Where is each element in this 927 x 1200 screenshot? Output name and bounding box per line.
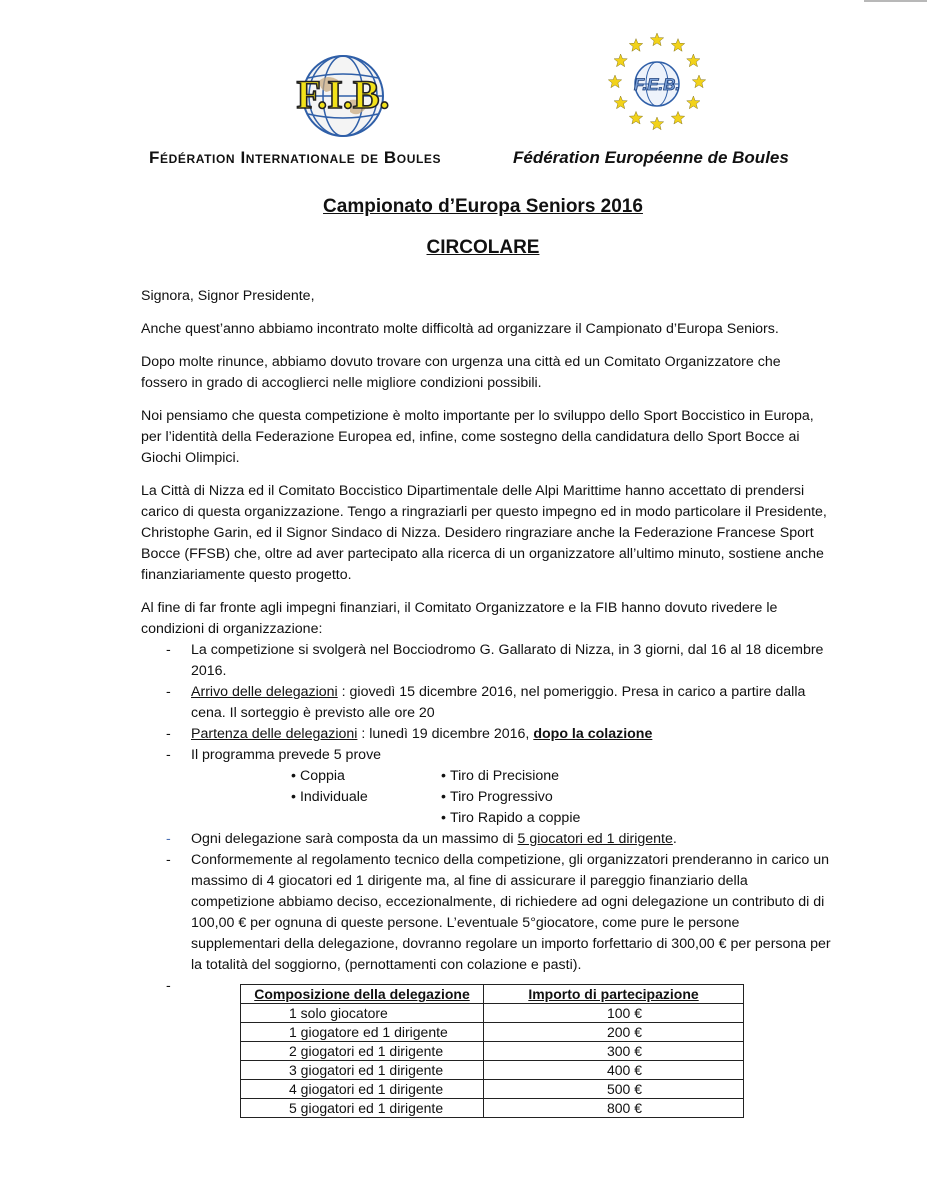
list-item-text: Il programma prevede 5 prove: [191, 747, 382, 763]
star-icon: [629, 39, 642, 52]
table-cell: 100 €: [484, 1004, 744, 1023]
table-cell: 500 €: [484, 1080, 744, 1099]
list-item: [141, 682, 831, 724]
feb-logo: [604, 30, 710, 134]
paragraph: Noi pensiamo che questa competizione è molto importante per lo sviluppo dello Sport Boccistico in Europa, per l’identità della Federazione Europea ed, infine, come sostegno della candidatura dello Sport Bocce ai Giochi Olimpici.: [141, 408, 814, 466]
star-icon: [671, 111, 684, 124]
event-item: • Tiro Rapido a coppie: [441, 808, 611, 829]
star-icon: [692, 75, 705, 88]
list-item: [141, 724, 831, 745]
dash-marker: -: [166, 852, 171, 868]
dash-marker: -: [166, 831, 171, 847]
star-icon: [687, 54, 700, 67]
list-item: [141, 829, 831, 850]
table-cell: 400 €: [484, 1061, 744, 1080]
event-item: • Individuale: [291, 787, 441, 808]
list-item-text: : lunedì 19 dicembre 2016,: [357, 726, 534, 742]
page-corner-line: [864, 0, 927, 2]
list-item-end: .: [672, 831, 677, 847]
table-cell: 2 giogatori ed 1 dirigente: [241, 1042, 484, 1061]
list-item-emphasis: dopo la colazione: [533, 726, 653, 742]
event-item: • Coppia: [291, 766, 441, 787]
dash-marker: -: [166, 642, 171, 658]
paragraph: Al fine di far fronte agli impegni finanziari, il Comitato Organizzatore e la FIB hanno dovuto rivedere le condizioni di organizzazione:: [141, 600, 778, 637]
table-cell: 1 giogatore ed 1 dirigente: [241, 1023, 484, 1042]
feb-federation-name: Fédération Européenne de Boules: [513, 148, 789, 167]
star-icon: [671, 39, 684, 52]
event-item: • Tiro Progressivo: [441, 787, 611, 808]
conditions-list-continued: [141, 829, 831, 997]
fib-logo: [258, 50, 428, 138]
table-cell: 4 giogatori ed 1 dirigente: [241, 1080, 484, 1099]
dash-marker: -: [166, 747, 171, 763]
table-row: [241, 1080, 744, 1099]
events-list: [291, 766, 831, 829]
dash-marker: -: [166, 684, 171, 700]
star-icon: [650, 33, 663, 46]
star-icon: [614, 54, 627, 67]
paragraph: Dopo molte rinunce, abbiamo dovuto trovare con urgenza una città ed un Comitato Organizzatore che fossero in grado di accoglierci nelle migliore condizioni possibili.: [141, 354, 781, 391]
list-item-text: : giovedì 15 dicembre 2016, nel pomeriggio. Presa in carico a partire dalla cena. Il sorteggio è previsto alle ore 20: [191, 684, 806, 721]
table-header-row: [241, 985, 744, 1004]
fee-table: [240, 984, 744, 1118]
list-item: [141, 640, 831, 682]
paragraph: La Città di Nizza ed il Comitato Boccistico Dipartimentale delle Alpi Marittime hanno accettato di prendersi carico di questa organizzazione. Tengo a ringraziarli per questo impegno ed in modo particolare il Presidente, Christophe Garin, ed il Signor Sindaco di Nizza. Desidero ringraziare anche la Federazione Francese Sport Bocce (FFSB) che, oltre ad aver partecipato alla ricerca di un organizzatore all’ultimo minuto, sostiene anche finanziariamente questo progetto.: [141, 483, 827, 583]
event-item: • Tiro di Precisione: [441, 766, 611, 787]
list-item-label: Partenza delle delegazioni: [191, 726, 358, 742]
table-row: [241, 1061, 744, 1080]
star-icon: [608, 75, 621, 88]
feb-logo-text: F.E.B.: [633, 75, 681, 94]
table-cell: 300 €: [484, 1042, 744, 1061]
document-title: Campionato d’Europa Seniors 2016: [323, 196, 643, 217]
dash-marker: -: [166, 978, 171, 994]
table-cell: 5 giogatori ed 1 dirigente: [241, 1099, 484, 1118]
list-item-label: Arrivo delle delegazioni: [191, 684, 338, 700]
conditions-list: [141, 640, 831, 766]
event-spacer: [291, 808, 441, 829]
list-item-emphasis: 5 giocatori ed 1 dirigente: [517, 831, 673, 847]
fib-logo-text: F.I.B.: [296, 72, 390, 117]
document-subtitle: CIRCOLARE: [426, 237, 540, 258]
list-item-text: Ogni delegazione sarà composta da un massimo di: [191, 831, 518, 847]
paragraph: Anche quest’anno abbiamo incontrato molte difficoltà ad organizzare il Campionato d’Europa Seniors.: [141, 321, 779, 337]
list-item-text: La competizione si svolgerà nel Bocciodromo G. Gallarato di Nizza, in 3 giorni, dal 16 al 18 dicembre 2016.: [191, 642, 824, 679]
list-item: [141, 745, 831, 766]
list-item-text: Conformemente al regolamento tecnico della competizione, gli organizzatori prenderanno in carico un massimo di 4 giocatori ed 1 dirigente ma, al fine di assicurare il pareggio finanziario della competizione abbiamo deciso, eccezionalmente, di richiedere ad ogni delegazione un contributo di di 100,00 € per ognuna di queste persone. L’eventuale 5°giocatore, come pure le persone supplementari della delegazione, dovranno regolare un importo forfettario di 300,00 € per persona per la totalità del soggiorno, (pernottamenti con colazione e pasti).: [191, 852, 831, 973]
star-icon: [629, 111, 642, 124]
letter-body: [141, 286, 831, 997]
table-row: [241, 1023, 744, 1042]
fib-federation-name: Fédération Internationale de Boules: [149, 148, 442, 167]
column-header: Composizione della delegazione: [241, 985, 484, 1004]
star-icon: [650, 117, 663, 130]
dash-marker: -: [166, 726, 171, 742]
star-icon: [614, 96, 627, 109]
table-row: [241, 1042, 744, 1061]
table-cell: 3 giogatori ed 1 dirigente: [241, 1061, 484, 1080]
table-row: [241, 1004, 744, 1023]
table-row: [241, 1099, 744, 1118]
table-cell: 1 solo giocatore: [241, 1004, 484, 1023]
list-item: [141, 850, 831, 976]
column-header: Importo di partecipazione: [484, 985, 744, 1004]
salutation: Signora, Signor Presidente,: [141, 288, 315, 304]
star-icon: [687, 96, 700, 109]
table-cell: 800 €: [484, 1099, 744, 1118]
table-cell: 200 €: [484, 1023, 744, 1042]
